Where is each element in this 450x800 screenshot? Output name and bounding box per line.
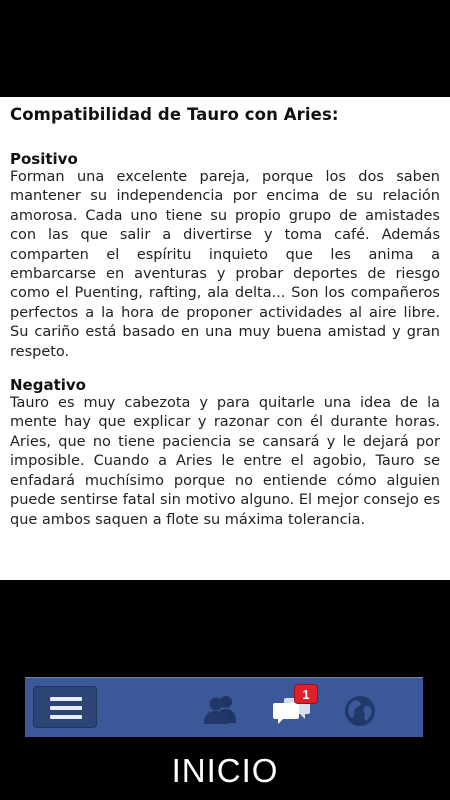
bottom-nav-bar — [25, 677, 423, 737]
page-title: Compatibilidad de Tauro con Aries: — [10, 105, 339, 124]
section-heading-negativo: Negativo — [10, 376, 86, 395]
section-body-negativo: Tauro es muy cabezota y para quitarle una idea de la mente hay que explicar y razonar con él durante horas. Aries, que no tiene paciencia se cansará y le dejará por imposible. Cuando a Aries le entre el agobio, Tauro se enfadará muchísimo porque no entiende cómo alguien puede sentirse fatal sin motivo alguno. El mejor consejo es que ambos saquen a flote su máxima tolerancia. — [10, 395, 440, 528]
section-heading-positivo: Positivo — [10, 150, 78, 168]
hamburger-menu-icon-bar — [50, 706, 82, 710]
home-label[interactable]: INICIO — [171, 752, 279, 789]
notification-badge: 1 — [294, 684, 318, 704]
friends-icon[interactable] — [201, 694, 241, 724]
section-body-positivo: Forman una excelente pareja, porque los dos saben mantener su independencia por encima de su relación amorosa. Cada uno tiene su propio grupo de amistades con las que salir a divertirse y toma café. Además comparten el espíritu inquieto que les anima a embarcarse en aventuras y probar deportes de riesgo como el Puenting, rafting, ala delta... Son los compañeros perfectos a la hora de proponer actividades al aire libre. Su cariño está basado en una muy buena amistad y gran respeto. — [10, 169, 440, 360]
article-card — [0, 97, 450, 580]
hamburger-menu-icon-bar — [50, 715, 82, 719]
menu-button[interactable] — [33, 686, 97, 728]
hamburger-menu-icon — [50, 697, 82, 701]
globe-icon[interactable] — [343, 694, 377, 728]
